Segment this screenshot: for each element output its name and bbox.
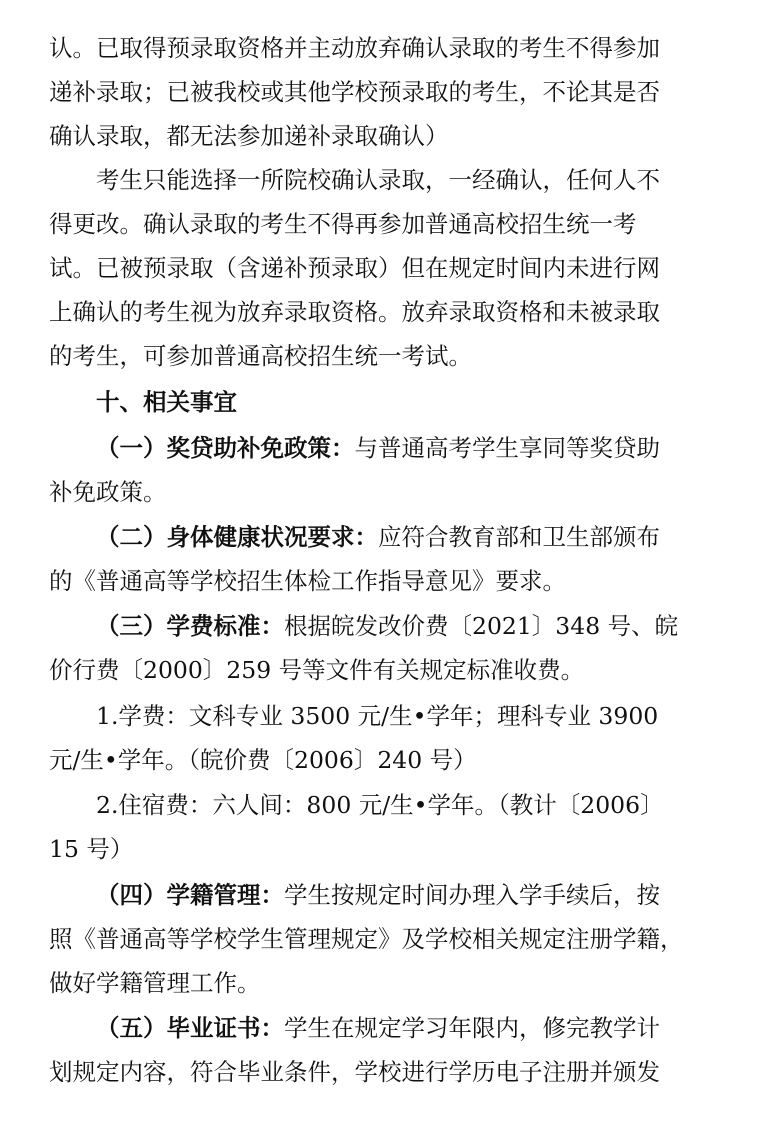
item-text: 与普通高考学生享同等奖贷助 (354, 434, 660, 462)
item-label: （五）毕业证书： (96, 1014, 284, 1042)
item-text: 学生在规定学习年限内，修完教学计 (284, 1014, 660, 1042)
item-line (96, 604, 678, 648)
text-line: 划规定内容，符合毕业条件，学校进行学历电子注册并颁发 (49, 1058, 660, 1086)
text-line: 元/生•学年。（皖价费〔2006〕240 号） (49, 746, 477, 774)
text-line: 的《普通高等学校招生体检工作指导意见》要求。 (49, 567, 566, 595)
text-line: 补免政策。 (49, 478, 167, 506)
text-line: 试。已被预录取（含递补预录取）但在规定时间内未进行网 (49, 254, 660, 282)
text-line: 上确认的考生视为放弃录取资格。放弃录取资格和未被录取 (49, 298, 660, 326)
item-label: （四）学籍管理： (96, 881, 284, 909)
section-heading: 十、相关事宜 (96, 388, 237, 416)
item-line (96, 873, 660, 917)
item-line (96, 426, 660, 470)
text-line: 做好学籍管理工作。 (49, 969, 261, 997)
text-line: 15 号） (49, 835, 134, 863)
text-line: 考生只能选择一所院校确认录取，一经确认，任何人不 (96, 166, 660, 194)
item-text: 学生按规定时间办理入学手续后，按 (284, 881, 660, 909)
item-line (96, 515, 660, 559)
text-line: 照《普通高等学校学生管理规定》及学校相关规定注册学籍， (49, 925, 684, 953)
text-line: 递补录取；已被我校或其他学校预录取的考生，不论其是否 (49, 78, 660, 106)
item-label: （一）奖贷助补免政策： (96, 434, 355, 462)
item-label: （三）学费标准： (96, 612, 284, 640)
text-line: 2.住宿费：六人间：800 元/生•学年。（教计〔2006〕 (96, 791, 664, 819)
item-text: 根据皖发改价费〔2021〕348 号、皖 (284, 612, 679, 640)
text-line: 1.学费：文科专业 3500 元/生•学年；理科专业 3900 (96, 702, 659, 730)
text-line: 认。已取得预录取资格并主动放弃确认录取的考生不得参加 (49, 34, 660, 62)
text-line: 价行费〔2000〕259 号等文件有关规定标准收费。 (49, 656, 585, 684)
text-line: 的考生，可参加普通高校招生统一考试。 (49, 342, 472, 370)
item-line (96, 1006, 660, 1050)
item-text: 应符合教育部和卫生部颁布 (378, 523, 660, 551)
text-line: 得更改。确认录取的考生不得再参加普通高校招生统一考 (49, 210, 637, 238)
text-line: 确认录取，都无法参加递补录取确认） (49, 122, 449, 150)
item-label: （二）身体健康状况要求： (96, 523, 378, 551)
